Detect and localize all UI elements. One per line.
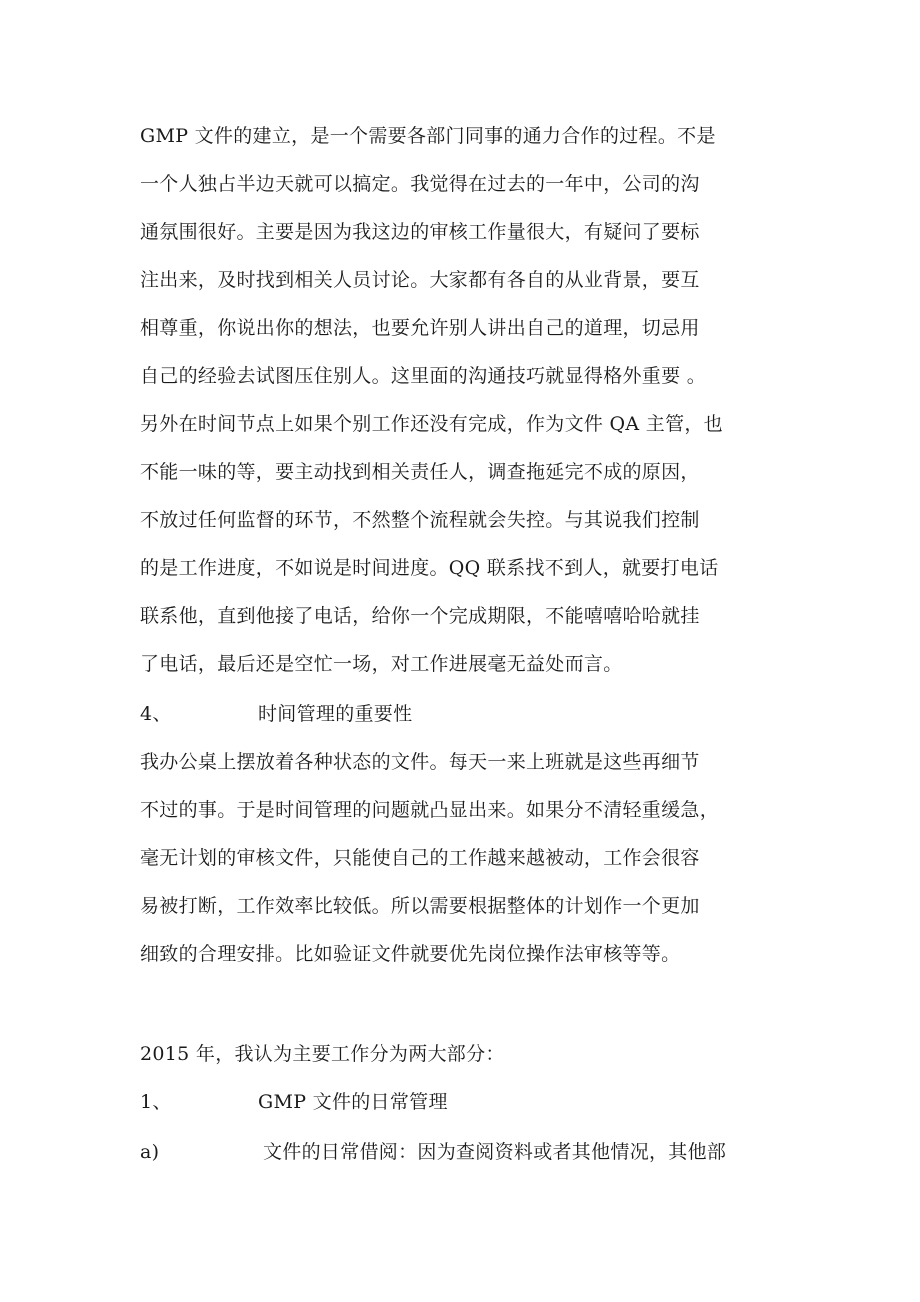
paragraph1-line-2: 一个人独占半边天就可以搞定。我觉得在过去的一年中，公司的沟	[140, 173, 700, 195]
section-heading-1	[140, 1090, 448, 1114]
paragraph1-line-5: 相尊重，你说出你的想法，也要允许别人讲出自己的道理，切忌用	[140, 317, 700, 339]
paragraph1-line-4: 注出来，及时找到相关人员讨论。大家都有各自的从业背景，要互	[140, 269, 700, 291]
list-item-a	[140, 1140, 726, 1164]
section-title: 时间管理的重要性	[258, 703, 413, 725]
paragraph2-line-4: 易被打断，工作效率比较低。所以需要根据整体的计划作一个更加	[140, 895, 700, 917]
paragraph1-line-6: 自己的经验去试图压住别人。这里面的沟通技巧就显得格外重要 。	[140, 365, 707, 387]
intro-2015: 2015 年，我认为主要工作分为两大部分：	[140, 1043, 505, 1065]
paragraph2-line-5: 细致的合理安排。比如验证文件就要优先岗位操作法审核等等。	[140, 943, 681, 965]
list-item-marker: a)	[140, 1141, 160, 1163]
paragraph2-line-1: 我办公桌上摆放着各种状态的文件。每天一来上班就是这些再细节	[140, 751, 700, 773]
paragraph1-line-8: 不能一味的等，要主动找到相关责任人，调查拖延完不成的原因，	[140, 461, 700, 483]
paragraph1-line-11: 联系他，直到他接了电话，给你一个完成期限，不能嘻嘻哈哈就挂	[140, 605, 700, 627]
section-number: 4、	[140, 703, 172, 725]
section-title: GMP 文件的日常管理	[258, 1091, 448, 1113]
list-item-text: 文件的日常借阅：因为查阅资料或者其他情况，其他部	[263, 1141, 727, 1163]
section-number: 1、	[140, 1091, 172, 1113]
paragraph2-line-3: 毫无计划的审核文件，只能使自己的工作越来越被动，工作会很容	[140, 847, 700, 869]
paragraph2-line-2: 不过的事。于是时间管理的问题就凸显出来。如果分不清轻重缓急，	[140, 799, 720, 821]
paragraph1-line-3: 通氛围很好。主要是因为我这边的审核工作量很大，有疑问了要标	[140, 221, 700, 243]
section-heading-4	[140, 702, 412, 726]
paragraph1-line-10: 的是工作进度，不如说是时间进度。QQ 联系找不到人，就要打电话	[140, 557, 719, 579]
paragraph1-line-9: 不放过任何监督的环节，不然整个流程就会失控。与其说我们控制	[140, 509, 700, 531]
paragraph1-line-1: GMP 文件的建立，是一个需要各部门同事的通力合作的过程。不是	[140, 125, 716, 147]
paragraph1-line-12: 了电话，最后还是空忙一场，对工作进展毫无益处而言。	[140, 653, 623, 675]
paragraph1-line-7: 另外在时间节点上如果个别工作还没有完成，作为文件 QA 主管，也	[140, 413, 723, 435]
